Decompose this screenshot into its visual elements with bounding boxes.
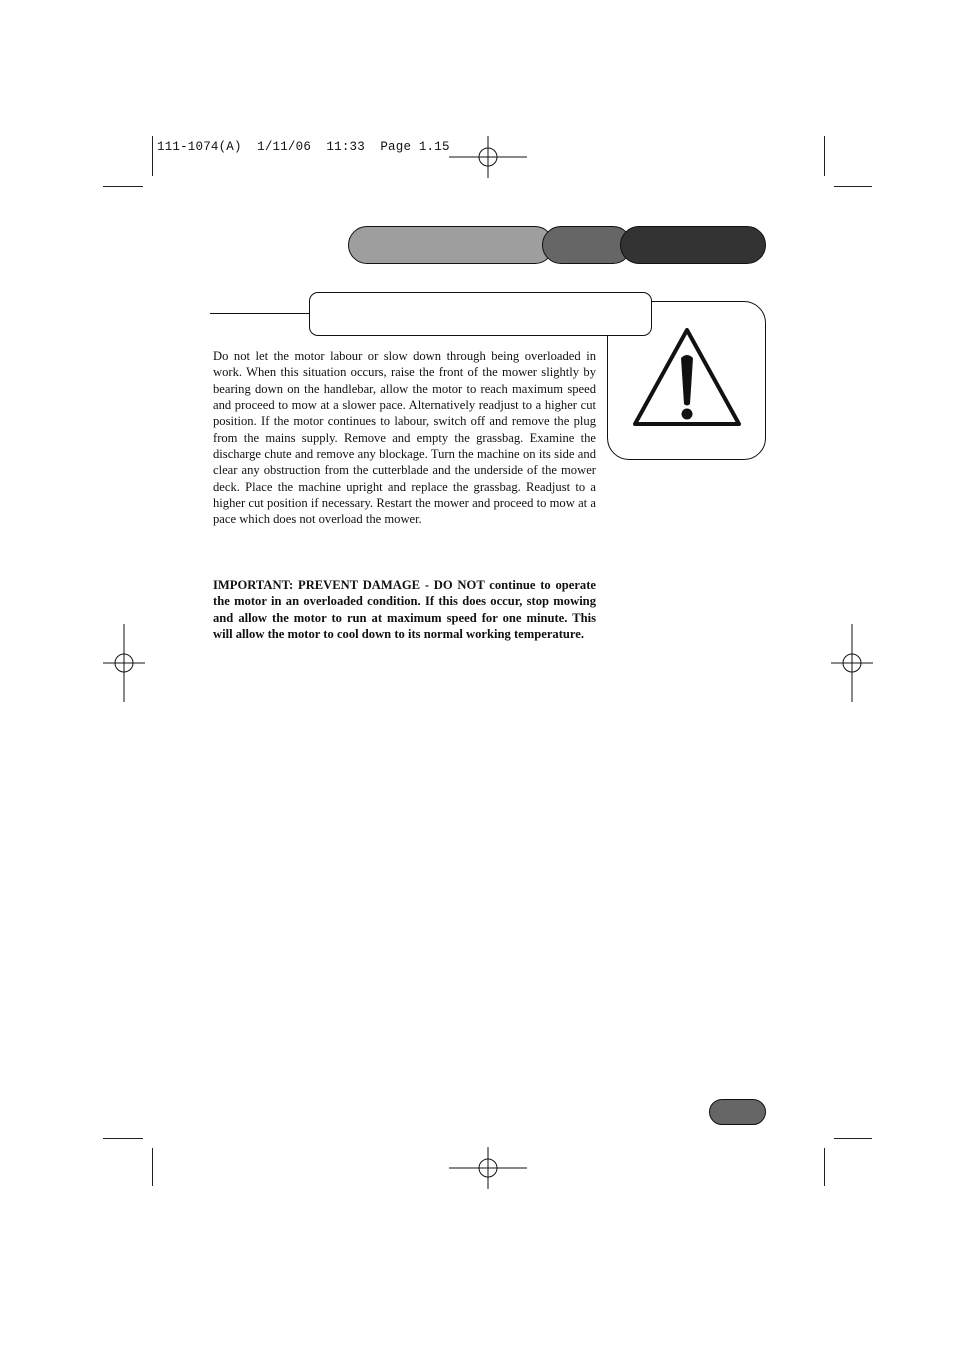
warning-triangle-icon — [632, 326, 742, 428]
crop-mark-bottom-left-v — [152, 1148, 153, 1186]
crop-mark-top-left-v — [152, 136, 153, 176]
crop-mark-top-right-v — [824, 136, 825, 176]
crop-mark-bottom-right-h — [834, 1138, 872, 1139]
crop-mark-top-left-h — [103, 186, 143, 187]
crop-mark-top-right-h — [834, 186, 872, 187]
section-title-box — [309, 292, 652, 336]
important-notice: IMPORTANT: PREVENT DAMAGE - DO NOT continue to operate the motor in an overloaded condition. If this does occur, stop mowing and allow the motor to run at maximum speed for one minute. This will allow the motor to cool down to its normal working temperature. — [213, 578, 596, 642]
body-paragraph: Do not let the motor labour or slow down through being overloaded in work. When this situation occurs, raise the front of the mower slightly by bearing down on the handlebar, allow the motor to reach maximum speed and proceed to mow at a slower pace. Alternatively readjust to a higher cut position. If the motor continues to labour, switch off and remove the plug from the mains supply. Remove and empty the grassbag. Examine the discharge chute and remove any blockage. Turn the machine on its side and clear any obstruction from the cutterblade and the underside of the mower deck. Place the machine upright and replace the grassbag. Readjust to a higher cut position if necessary. Restart the mower and proceed to mow at a pace which does not overload the mower. — [213, 349, 596, 527]
print-slug: 111-1074(A) 1/11/06 11:33 Page 1.15 — [157, 140, 450, 154]
title-rule — [210, 313, 310, 314]
header-tab-mid — [542, 226, 632, 264]
registration-mark-icon — [449, 1129, 527, 1207]
registration-mark-icon — [813, 624, 891, 702]
crop-mark-bottom-left-h — [103, 1138, 143, 1139]
page-number-tab — [709, 1099, 766, 1125]
registration-mark-icon — [449, 118, 527, 196]
registration-mark-icon — [85, 624, 163, 702]
crop-mark-bottom-right-v — [824, 1148, 825, 1186]
header-tab-dark — [620, 226, 766, 264]
header-tab-light — [348, 226, 554, 264]
